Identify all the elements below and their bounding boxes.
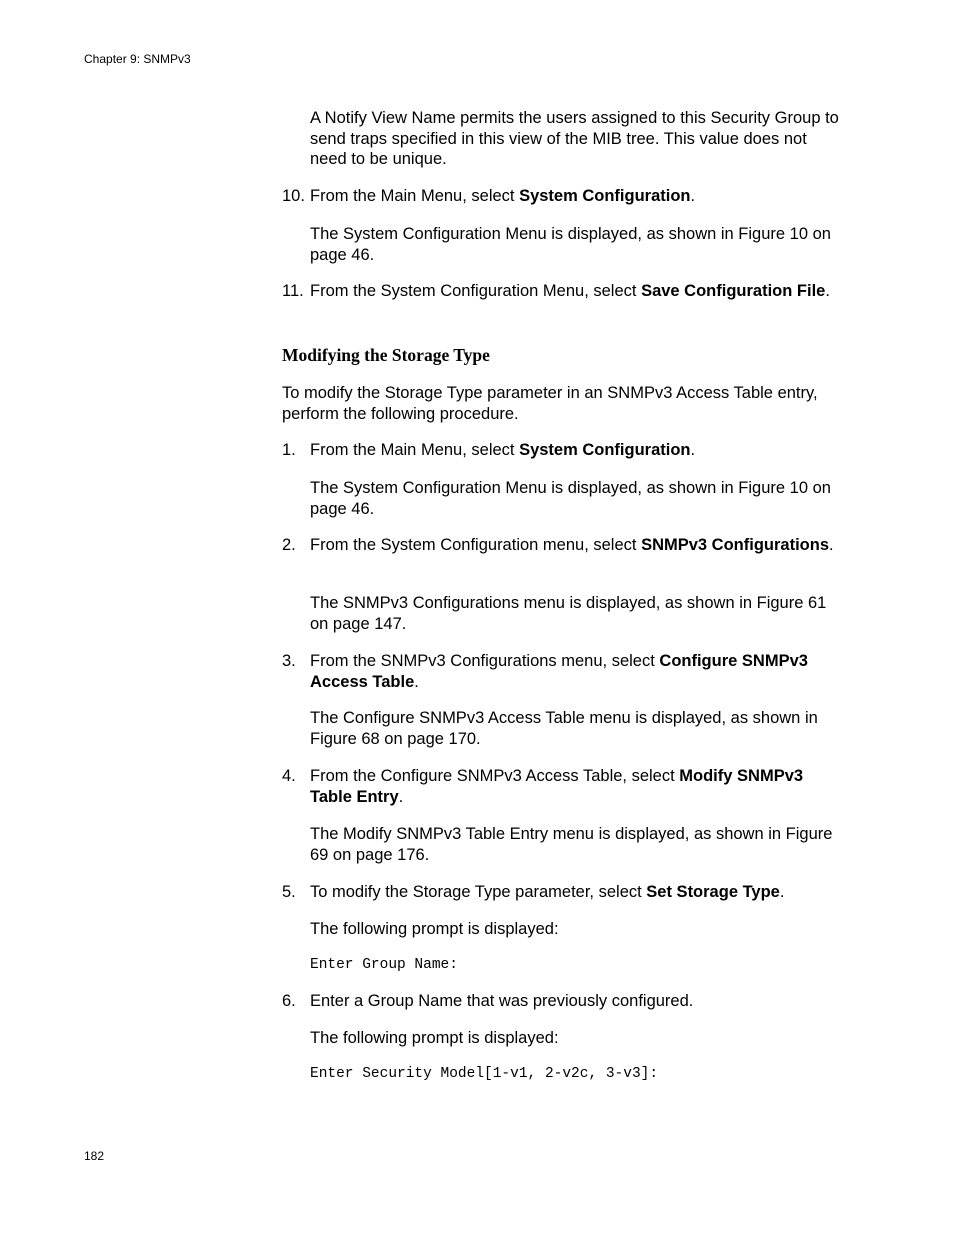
menu-option: System Configuration bbox=[519, 441, 691, 459]
menu-option: SNMPv3 Configurations bbox=[641, 536, 829, 554]
step-number: 10. bbox=[282, 187, 305, 205]
step-instruction: To modify the Storage Type parameter, select Set Storage Type. bbox=[310, 883, 785, 901]
step-result: The System Configuration Menu is displayed, as shown in Figure 10 on page 46. bbox=[310, 479, 831, 518]
step-number: 3. bbox=[282, 652, 296, 670]
step-number: 4. bbox=[282, 767, 296, 785]
menu-option: Configure SNMPv3 Access Table bbox=[310, 652, 808, 691]
step-result: The System Configuration Menu is displayed, as shown in Figure 10 on page 46. bbox=[310, 225, 831, 264]
menu-option: Modify SNMPv3 Table Entry bbox=[310, 767, 804, 806]
step-number: 1. bbox=[282, 441, 296, 459]
console-prompt: Enter Security Model[1-v1, 2-v2c, 3-v3]: bbox=[310, 1066, 659, 1082]
step-number: 11. bbox=[282, 282, 304, 300]
menu-option: System Configuration bbox=[519, 187, 691, 205]
console-prompt: Enter Group Name: bbox=[310, 957, 458, 973]
step-result: The Configure SNMPv3 Access Table menu is displayed, as shown in Figure 68 on page 170. bbox=[310, 709, 818, 748]
step-instruction: From the Main Menu, select System Configuration. bbox=[310, 187, 696, 205]
step-instruction: From the Configure SNMPv3 Access Table, select Modify SNMPv3 Table Entry. bbox=[310, 767, 804, 806]
step-result: The following prompt is displayed: bbox=[310, 920, 559, 938]
step-instruction: From the System Configuration menu, select SNMPv3 Configurations. bbox=[310, 536, 834, 554]
intro-paragraph: A Notify View Name permits the users assigned to this Security Group to send traps specified in this view of the MIB tree. This value does not need to be unique. bbox=[310, 109, 839, 168]
step-instruction: From the System Configuration Menu, select Save Configuration File. bbox=[310, 282, 830, 300]
step-number: 5. bbox=[282, 883, 296, 901]
section-heading: Modifying the Storage Type bbox=[282, 345, 490, 365]
section-intro: To modify the Storage Type parameter in an SNMPv3 Access Table entry, perform the following procedure. bbox=[282, 384, 818, 423]
step-number: 6. bbox=[282, 992, 296, 1010]
running-header: Chapter 9: SNMPv3 bbox=[84, 52, 191, 66]
step-number: 2. bbox=[282, 536, 296, 554]
step-result: The SNMPv3 Configurations menu is displayed, as shown in Figure 61 on page 147. bbox=[310, 594, 827, 633]
step-instruction: From the SNMPv3 Configurations menu, select Configure SNMPv3 Access Table. bbox=[310, 652, 808, 691]
menu-option: Set Storage Type bbox=[646, 883, 780, 901]
step-result: The Modify SNMPv3 Table Entry menu is displayed, as shown in Figure 69 on page 176. bbox=[310, 825, 833, 864]
step-result: The following prompt is displayed: bbox=[310, 1029, 559, 1047]
step-instruction: Enter a Group Name that was previously configured. bbox=[310, 992, 694, 1010]
step-instruction: From the Main Menu, select System Configuration. bbox=[310, 441, 696, 459]
page-number: 182 bbox=[84, 1149, 105, 1163]
menu-option: Save Configuration File bbox=[641, 282, 826, 300]
